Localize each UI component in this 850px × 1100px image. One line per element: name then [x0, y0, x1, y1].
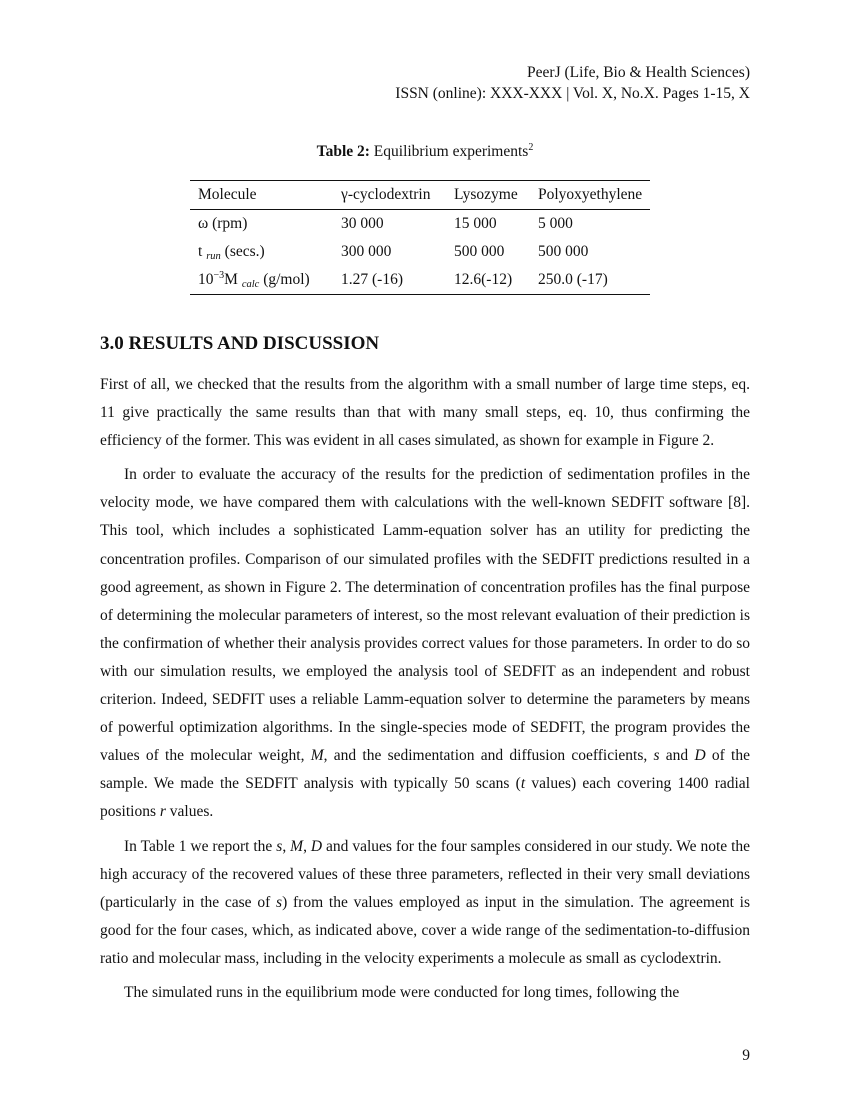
issn-line: ISSN (online): XXX-XXX | Vol. X, No.X. Pages 1-15, X [395, 85, 750, 102]
column-header: Polyoxyethylene [530, 181, 650, 210]
equilibrium-table [190, 180, 650, 295]
table-cell: 250.0 (-17) [530, 266, 650, 295]
column-header: Molecule [190, 181, 333, 210]
table-caption-footnote-mark: 2 [528, 142, 534, 153]
row-label: $10^{-3}M$ $_{calc}$ (g/mol) [190, 266, 333, 295]
table-row [190, 266, 650, 295]
table-caption-text: Equilibrium experiments [373, 143, 529, 160]
table-cell: 1.27 (-16) [333, 266, 446, 295]
table-cell: 5 000 [538, 215, 573, 232]
table-caption [0, 143, 850, 161]
table-header-row [190, 181, 650, 210]
paragraph: First of all, we checked that the results from the algorithm with a small number of large time steps, eq. 11 give practically the same results than that with many small steps, eq. 10, thus confirming the efficiency of the former. This was evident in all cases simulated, as shown for example in Figure 2. [100, 376, 750, 450]
section-heading: 3.0 RESULTS AND DISCUSSION [100, 333, 380, 354]
table-cell: 500 000 [454, 243, 505, 260]
journal-name: PeerJ (Life, Bio & Health Sciences) [527, 64, 750, 81]
row-label: ω (rpm) [198, 215, 248, 232]
table-caption-label: Table 2: [316, 143, 370, 160]
paragraph: In Table 1 we report the s, M, D and values for the four samples considered in our study. We note the high accuracy of the recovered values of these three parameters, reflected in their very small deviations (particularly in the case of s) from the values employed as input in the simulation. The agreement is good for the four cases, which, as indicated above, cover a wide range of the sedimentation-to-diffusion ratio and molecular mass, including in the velocity experiments a molecule as small as cyclodextrin. [100, 837, 751, 967]
paragraph: The simulated runs in the equilibrium mode were conducted for long times, following the [124, 983, 680, 1001]
table-cell: 500 000 [538, 243, 589, 260]
running-header [395, 62, 750, 104]
table-cell: 300 000 [341, 243, 392, 260]
paragraph: In order to evaluate the accuracy of the results for the prediction of sedimentation profiles in the velocity mode, we have compared them with calculations with the well-known SEDFIT software [8]. This tool, which includes a sophisticated Lamm-equation solver has an utility for predicting the concentration profiles. Comparison of our simulated profiles with the SEDFIT predictions resulted in a good agreement, as shown in Figure 2. The determination of concentration profiles has the final purpose of determining the molecular parameters of interest, so the most relevant evaluation of their prediction is the confirmation of whether their analysis provides correct values for those parameters. In order to do so with our simulation results, we employed the analysis tool of SEDFIT as an independent and robust criterion. Indeed, SEDFIT uses a reliable Lamm-equation solver to determine the parameters by means of powerful optimization algorithms. In the single-species mode of SEDFIT, the program provides the values of the molecular weight, M, and the sedimentation and diffusion coefficients, s and D of the sample. We made the SEDFIT analysis with typically 50 scans (t values) each covering 1400 radial positions r values. [100, 466, 750, 821]
column-header: Lysozyme [446, 181, 530, 210]
page-number: 9 [742, 1047, 750, 1064]
table-row [190, 238, 650, 266]
column-header: γ-cyclodextrin [333, 181, 446, 210]
table-cell: 12.6(-12) [446, 266, 530, 295]
row-label: t $_{run}$ (secs.) [198, 242, 265, 262]
body-text [100, 371, 750, 1013]
table-row [190, 210, 650, 239]
table-cell: 30 000 [341, 215, 384, 232]
table-cell: 15 000 [454, 215, 497, 232]
